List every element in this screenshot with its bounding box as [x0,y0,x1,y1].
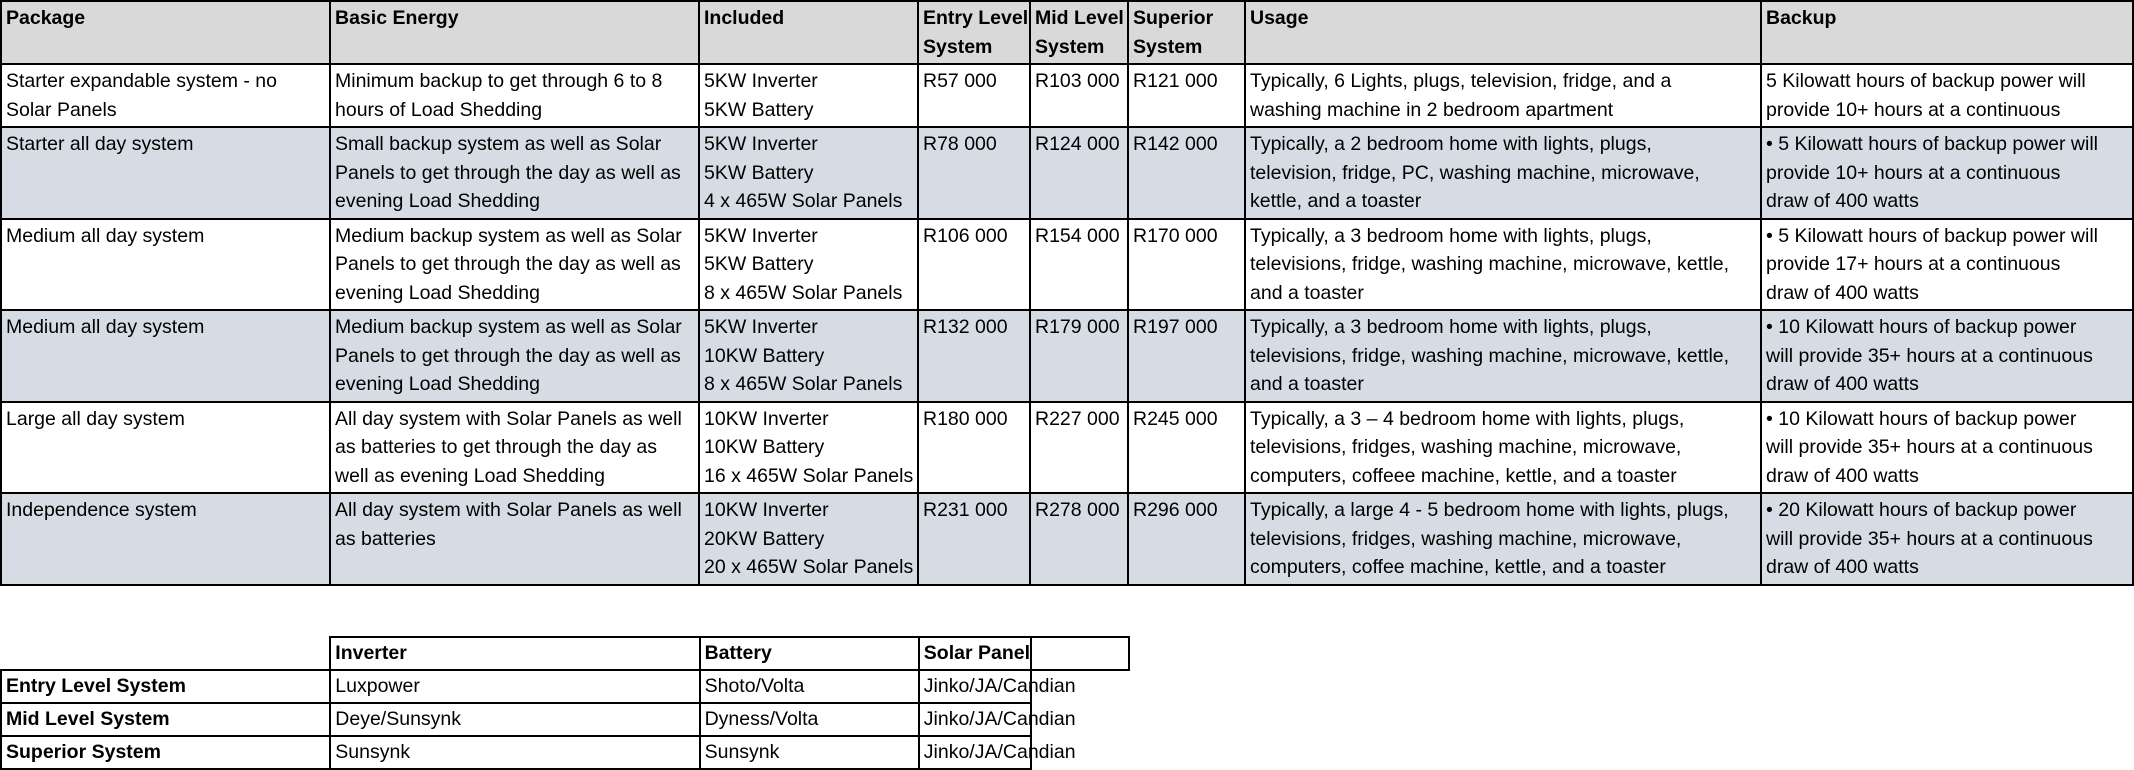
cell-line: Minimum backup to get through 6 to 8 [335,70,663,92]
header-usage[interactable]: Usage [1245,1,1761,64]
cell-line: Typically, 6 Lights, plugs, television, fridge, and a [1250,70,1672,92]
header-included[interactable]: Included [699,1,918,64]
cell-line: All day system with Solar Panels as well [335,499,682,521]
cell-line: Medium backup system as well as Solar [335,316,682,338]
cell-basic-energy[interactable] [330,402,699,494]
cell-basic-energy[interactable] [330,493,699,585]
cell-line: All day system with Solar Panels as well [335,407,682,430]
cell-line: computers, coffee machine, kettle, and a toaster [1250,556,1666,578]
header-package[interactable]: Package [1,1,330,64]
cell-entry[interactable]: R106 000 [918,219,1030,311]
cell-line: 5KW Inverter [704,133,818,155]
cell-line: 8 x 465W Solar Panels [704,373,903,395]
cell-line: Small backup system as well as Solar [335,133,662,155]
cell-line: 10KW Inverter [704,407,829,430]
spec-row-label[interactable]: Entry Level System [1,670,330,703]
cell-mid[interactable]: R154 000 [1030,219,1128,311]
spec-header-inverter[interactable]: Inverter [330,637,699,670]
cell-backup[interactable] [1761,219,2133,311]
cell-included[interactable] [699,310,918,402]
table-row [1,493,2133,585]
cell-line: hours of Load Shedding [335,98,543,121]
cell-line: kettle, and a toaster [1250,190,1422,212]
spec-row [1,703,1129,736]
header-mid-line: Mid Level [1035,7,1124,29]
cell-line: 5KW Inverter [704,70,818,92]
cell-package[interactable] [1,219,330,311]
cell-backup[interactable] [1761,310,2133,402]
cell-line: will provide 35+ hours at a continuous [1766,527,2093,550]
cell-line: Typically, a large 4 - 5 bedroom home with lights, plugs, [1250,499,1729,521]
spec-row [1,670,1129,703]
cell-usage[interactable] [1245,64,1761,127]
cell-package[interactable] [1,493,330,585]
cell-line: televisions, fridge, washing machine, microwave, kettle, [1250,344,1730,367]
cell-line: 5KW Inverter [704,316,818,338]
table-row [1,127,2133,219]
spec-cell-solar-panel[interactable]: Jinko/JA/Candian [919,670,1031,703]
cell-line: • 5 Kilowatt hours of backup power will [1766,224,2098,247]
cell-line: evening Load Shedding [335,190,540,212]
cell-line: 20KW Battery [704,527,825,550]
cell-mid[interactable]: R103 000 [1030,64,1128,127]
spec-row-label[interactable]: Mid Level System [1,703,330,736]
cell-line: 5 Kilowatt hours of backup power will [1766,70,2086,92]
cell-line: televisions, fridges, washing machine, microwave, [1250,436,1682,458]
cell-package[interactable] [1,310,330,402]
cell-mid[interactable]: R179 000 [1030,310,1128,402]
header-entry-line: Entry Level [923,7,1029,29]
cell-line: 10KW Inverter [704,499,829,521]
cell-backup[interactable] [1761,402,2133,494]
component-brands-table [0,636,1130,770]
spec-row [1,736,1129,769]
cell-line: as batteries [335,527,436,550]
cell-line: provide 17+ hours at a continuous [1766,253,2061,275]
cell-mid[interactable]: R227 000 [1030,402,1128,494]
header-superior[interactable] [1128,1,1245,64]
cell-line: evening Load Shedding [335,373,540,395]
cell-line: and a toaster [1250,281,1364,304]
cell-usage[interactable] [1245,219,1761,311]
cell-basic-energy[interactable] [330,219,699,311]
cell-usage[interactable] [1245,402,1761,494]
cell-line: will provide 35+ hours at a continuous [1766,436,2093,458]
header-superior-line: System [1133,35,1203,58]
cell-package[interactable] [1,64,330,127]
cell-line: 4 x 465W Solar Panels [704,190,903,212]
table-row [1,219,2133,311]
cell-line: 5KW Inverter [704,224,818,247]
spec-cell-inverter[interactable]: Luxpower [330,670,699,703]
cell-line: • 5 Kilowatt hours of backup power will [1766,133,2098,155]
header-entry-line: System [923,35,993,58]
header-superior-line: Superior [1133,7,1214,29]
table-row [1,310,2133,402]
header-mid-level[interactable] [1030,1,1128,64]
cell-line: televisions, fridge, washing machine, microwave, kettle, [1250,253,1730,275]
cell-line: 5KW Battery [704,98,814,121]
cell-line: Independence system [6,499,197,521]
cell-usage[interactable] [1245,493,1761,585]
cell-line: • 20 Kilowatt hours of backup power [1766,499,2077,521]
cell-line: 5KW Battery [704,161,814,184]
cell-basic-energy[interactable] [330,64,699,127]
cell-line: washing machine in 2 bedroom apartment [1250,98,1614,121]
header-row [1,1,2133,64]
cell-line: provide 10+ hours at a continuous [1766,98,2061,121]
spec-cell-inverter[interactable]: Sunsynk [330,736,699,769]
cell-line: Large all day system [6,407,185,430]
cell-line: • 10 Kilowatt hours of backup power [1766,316,2077,338]
table-row [1,64,2133,127]
cell-line: 10KW Battery [704,436,825,458]
table-row [1,402,2133,494]
cell-line: 20 x 465W Solar Panels [704,556,914,578]
cell-line: and a toaster [1250,373,1364,395]
cell-line: computers, coffeee machine, kettle, and a toaster [1250,464,1677,487]
spec-cell-battery[interactable]: Shoto/Volta [700,670,919,703]
cell-line: television, fridge, PC, washing machine, microwave, [1250,161,1700,184]
cell-basic-energy[interactable] [330,310,699,402]
spec-corner-cell[interactable] [1,637,330,670]
cell-superior[interactable]: R197 000 [1128,310,1245,402]
cell-package[interactable] [1,127,330,219]
cell-superior[interactable]: R245 000 [1128,402,1245,494]
cell-included[interactable] [699,219,918,311]
cell-included[interactable] [699,493,918,585]
cell-line: televisions, fridges, washing machine, microwave, [1250,527,1682,550]
cell-line: evening Load Shedding [335,281,540,304]
cell-entry[interactable]: R78 000 [918,127,1030,219]
cell-line: 8 x 465W Solar Panels [704,281,903,304]
cell-line: Typically, a 3 – 4 bedroom home with lights, plugs, [1250,407,1685,430]
cell-line: Panels to get through the day as well as [335,253,681,275]
cell-line: well as evening Load Shedding [335,464,605,487]
cell-line: as batteries to get through the day as [335,436,657,458]
cell-line: Typically, a 3 bedroom home with lights, plugs, [1250,224,1652,247]
cell-entry[interactable]: R132 000 [918,310,1030,402]
header-backup[interactable]: Backup [1761,1,2133,64]
cell-line: provide 10+ hours at a continuous [1766,161,2061,184]
header-basic-energy[interactable]: Basic Energy [330,1,699,64]
spec-header-row [1,637,1129,670]
cell-line: draw of 400 watts [1766,373,1919,395]
cell-line: Starter expandable system - no [6,70,277,92]
cell-line: draw of 400 watts [1766,464,1919,487]
cell-line: draw of 400 watts [1766,190,1919,212]
spec-cell-battery[interactable]: Sunsynk [700,736,919,769]
cell-entry[interactable]: R180 000 [918,402,1030,494]
spec-header-empty-cell[interactable] [1031,637,1129,670]
cell-usage[interactable] [1245,310,1761,402]
spec-cell-solar-panel[interactable]: Jinko/JA/Candian [919,703,1031,736]
cell-line: draw of 400 watts [1766,281,1919,304]
cell-line: Solar Panels [6,98,117,121]
cell-line: 5KW Battery [704,253,814,275]
cell-line: draw of 400 watts [1766,556,1919,578]
cell-backup[interactable] [1761,64,2133,127]
cell-included[interactable] [699,402,918,494]
cell-line: 10KW Battery [704,344,825,367]
cell-line: will provide 35+ hours at a continuous [1766,344,2093,367]
cell-line: Medium all day system [6,316,205,338]
cell-usage[interactable] [1245,127,1761,219]
cell-superior[interactable]: R142 000 [1128,127,1245,219]
cell-line: 16 x 465W Solar Panels [704,464,914,487]
cell-line: Panels to get through the day as well as [335,344,681,367]
header-mid-line: System [1035,35,1105,58]
cell-superior[interactable]: R170 000 [1128,219,1245,311]
header-entry-level[interactable] [918,1,1030,64]
spec-cell-solar-panel[interactable]: Jinko/JA/Candian [919,736,1031,769]
cell-mid[interactable]: R278 000 [1030,493,1128,585]
cell-superior[interactable]: R121 000 [1128,64,1245,127]
spec-header-solar-panel[interactable]: Solar Panel [919,637,1031,670]
cell-package[interactable] [1,402,330,494]
cell-line: Panels to get through the day as well as [335,161,681,184]
spec-header-battery[interactable]: Battery [700,637,919,670]
spec-row-label[interactable]: Superior System [1,736,330,769]
spec-cell-battery[interactable]: Dyness/Volta [700,703,919,736]
cell-entry[interactable]: R57 000 [918,64,1030,127]
cell-line: Medium all day system [6,224,205,247]
cell-superior[interactable]: R296 000 [1128,493,1245,585]
cell-included[interactable] [699,127,918,219]
cell-line: Starter all day system [6,133,194,155]
cell-backup[interactable] [1761,127,2133,219]
cell-line: Typically, a 3 bedroom home with lights, plugs, [1250,316,1652,338]
cell-basic-energy[interactable] [330,127,699,219]
cell-entry[interactable]: R231 000 [918,493,1030,585]
cell-line: Medium backup system as well as Solar [335,224,682,247]
cell-included[interactable] [699,64,918,127]
cell-line: Typically, a 2 bedroom home with lights, plugs, [1250,133,1652,155]
spec-cell-inverter[interactable]: Deye/Sunsynk [330,703,699,736]
cell-line: • 10 Kilowatt hours of backup power [1766,407,2077,430]
cell-mid[interactable]: R124 000 [1030,127,1128,219]
cell-backup[interactable] [1761,493,2133,585]
